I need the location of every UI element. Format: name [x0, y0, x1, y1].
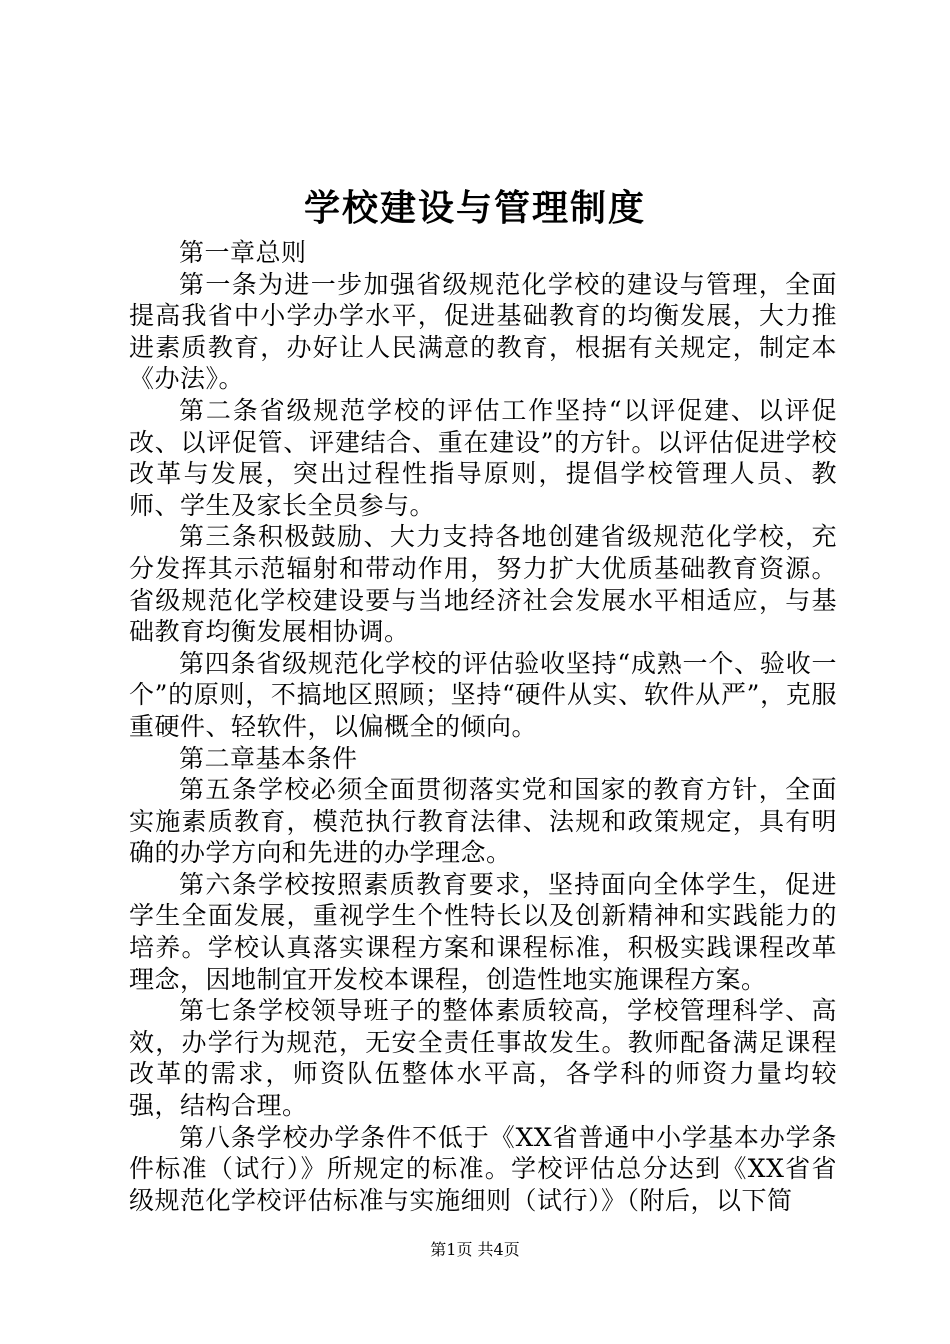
- document-body: [129, 237, 837, 1216]
- article-paragraph: 第五条学校必须全面贯彻落实党和国家的教育方针，全面实施素质教育，模范执行教育法律、法规和政策规定，具有明确的办学方向和先进的办学理念。: [129, 775, 837, 868]
- article-paragraph: 第六条学校按照素质教育要求，坚持面向全体学生，促进学生全面发展，重视学生个性特长以及创新精神和实践能力的培养。学校认真落实课程方案和课程标准，积极实践课程改革理念，因地制宜开发校本课程，创造性地实施课程方案。: [129, 869, 837, 994]
- page-number-footer: 第1页 共4页: [430, 1240, 520, 1259]
- article-paragraph: 第三条积极鼓励、大力支持各地创建省级规范化学校，充分发挥其示范辐射和带动作用，努力扩大优质基础教育资源。省级规范化学校建设要与当地经济社会发展水平相适应，与基础教育均衡发展相协调。: [129, 522, 837, 647]
- article-paragraph: 第二条省级规范学校的评估工作坚持“以评促建、以评促改、以评促管、评建结合、重在建设”的方针。以评估促进学校改革与发展，突出过程性指导原则，提倡学校管理人员、教师、学生及家长全员参与。: [129, 395, 837, 520]
- chapter-heading: 第一章总则: [179, 238, 307, 267]
- article-paragraph: 第八条学校办学条件不低于《XX省普通中小学基本办学条件标准（试行）》所规定的标准。学校评估总分达到《XX省省级规范化学校评估标准与实施细则（试行）》（附后，以下简: [129, 1122, 837, 1215]
- article-paragraph: 第七条学校领导班子的整体素质较高，学校管理科学、高效，办学行为规范，无安全责任事故发生。教师配备满足课程改革的需求，师资队伍整体水平高，各学科的师资力量均较强，结构合理。: [129, 996, 837, 1121]
- article-paragraph: 第四条省级规范化学校的评估验收坚持“成熟一个、验收一个”的原则，不搞地区照顾；坚持“硬件从实、软件从严”，克服重硬件、轻软件，以偏概全的倾向。: [129, 648, 837, 741]
- document-title: 学校建设与管理制度: [303, 187, 646, 229]
- article-paragraph: 第一条为进一步加强省级规范化学校的建设与管理，全面提高我省中小学办学水平，促进基础教育的均衡发展，大力推进素质教育，办好让人民满意的教育，根据有关规定，制定本《办法》。: [129, 269, 837, 394]
- chapter-heading: 第二章基本条件: [179, 743, 358, 773]
